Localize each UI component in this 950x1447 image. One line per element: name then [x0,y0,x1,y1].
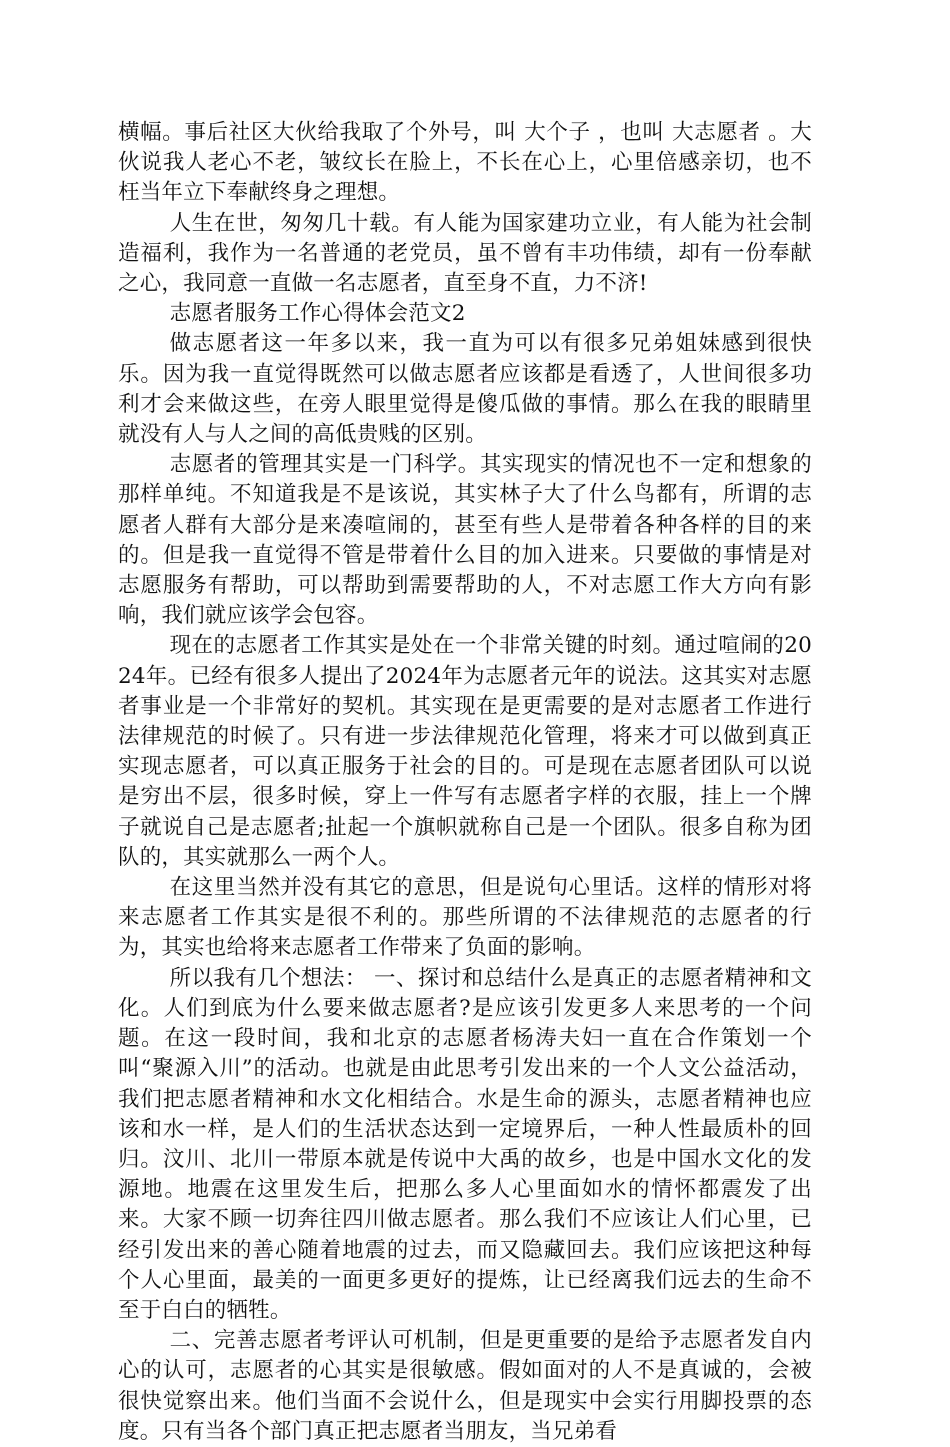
paragraph: 横幅。事后社区大伙给我取了个外号，叫 大个子 ，也叫 大志愿者 。大伙说我人老心不老，皱纹长在脸上，不长在心上，心里倍感亲切，也不枉当年立下奉献终身之理想。 [118,120,812,206]
paragraph: 做志愿者这一年多以来，我一直为可以有很多兄弟姐妹感到很快乐。因为我一直觉得既然可以做志愿者应该都是看透了，人世间很多功利才会来做这些，在旁人眼里觉得是傻瓜做的事情。那么在我的眼睛里就没有人与人之间的高低贵贱的区别。 [118,331,812,448]
paragraph: 现在的志愿者工作其实是处在一个非常关键的时刻。通过喧闹的2024年。已经有很多人提出了2024年为志愿者元年的说法。这其实对志愿者事业是一个非常好的契机。其实现在是更需要的是对志愿者工作进行法律规范的时候了。只有进一步法律规范化管理，将来才可以做到真正实现志愿者，可以真正服务于社会的目的。可是现在志愿者团队可以说是穷出不层，很多时候，穿上一件写有志愿者字样的衣服，挂上一个牌子就说自己是志愿者;扯起一个旗帜就称自己是一个团队。很多自称为团队的，其实就那么一两个人。 [118,633,812,870]
paragraph: 二、完善志愿者考评认可机制，但是更重要的是给予志愿者发自内心的认可，志愿者的心其实是很敏感。假如面对的人不是真诚的，会被很快觉察出来。他们当面不会说什么，但是现实中会实行用脚投票的态度。只有当各个部门真正把志愿者当朋友，当兄弟看 [118,1328,812,1444]
paragraph: 在这里当然并没有其它的意思，但是说句心里话。这样的情形对将来志愿者工作其实是很不利的。那些所谓的不法律规范的志愿者的行为，其实也给将来志愿者工作带来了负面的影响。 [118,875,812,961]
document-body [118,118,812,1447]
section-heading: 志愿者服务工作心得体会范文2 [169,301,466,327]
paragraph: 人生在世，匆匆几十载。有人能为国家建功立业，有人能为社会制造福利，我作为一名普通的老党员，虽不曾有丰功伟绩，却有一份奉献之心，我同意一直做一名志愿者，直至身不直，力不济! [118,210,812,297]
paragraph: 所以我有几个想法： 一、探讨和总结什么是真正的志愿者精神和文化。人们到底为什么要来做志愿者?是应该引发更多人来思考的一个问题。在这一段时间，我和北京的志愿者杨涛夫妇一直在合作策划一个叫“聚源入川”的活动。也就是由此思考引发出来的一个人文公益活动，我们把志愿者精神和水文化相结合。水是生命的源头，志愿者精神也应该和水一样，是人们的生活状态达到一定境界后，一种人性最质朴的回归。汶川、北川一带原本就是传说中大禹的故乡，也是中国水文化的发源地。地震在这里发生后，把那么多人心里面如水的情怀都震发了出来。大家不顾一切奔往四川做志愿者。那么我们不应该让人们心里，已经引发出来的善心随着地震的过去，而又隐藏回去。我们应该把这种每个人心里面，最美的一面更多更好的提炼，让已经离我们远去的生命不至于白白的牺牲。 [118,965,812,1323]
paragraph: 志愿者的管理其实是一门科学。其实现实的情况也不一定和想象的那样单纯。不知道我是不是该说，其实林子大了什么鸟都有，所谓的志愿者人群有大部分是来凑喧闹的，甚至有些人是带着各种各样的目的来的。但是我一直觉得不管是带着什么目的加入进来。只要做的事情是对志愿服务有帮助，可以帮助到需要帮助的人，不对志愿工作大方向有影响，我们就应该学会包容。 [118,452,812,629]
